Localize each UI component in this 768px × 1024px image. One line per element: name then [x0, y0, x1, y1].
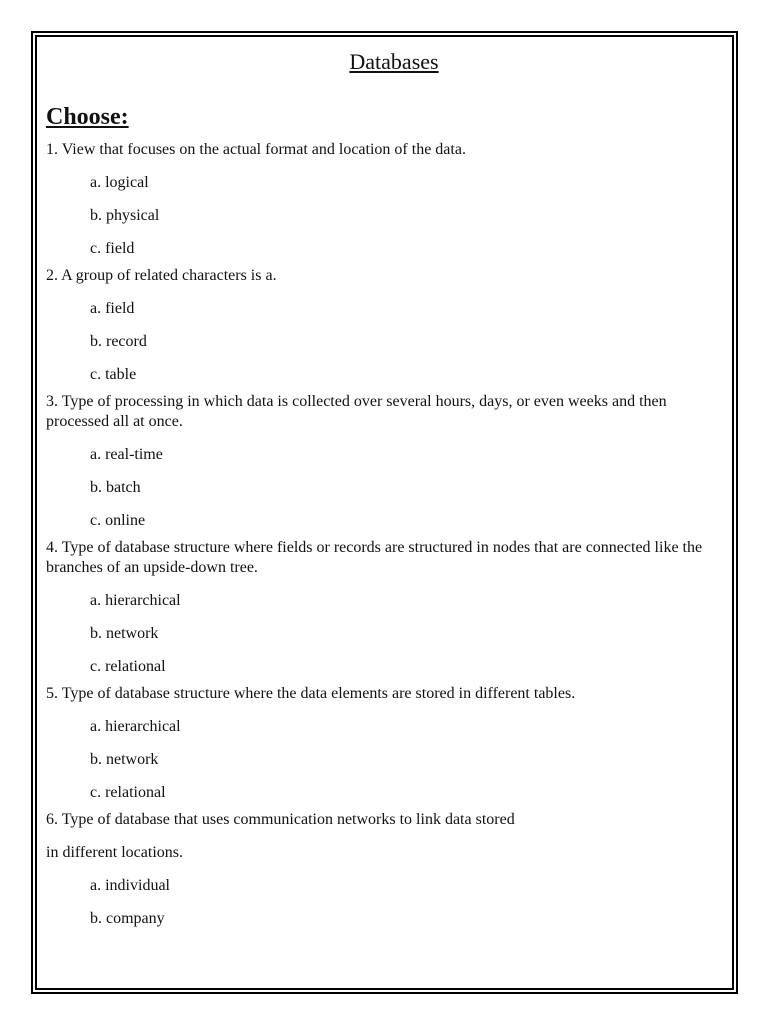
question-4-option-a: a. hierarchical [90, 592, 181, 609]
question-4: 4. Type of database structure where fields or records are structured in nodes that are connected like the branches of an upside-down tree. [46, 539, 703, 576]
question-1-option-b: b. physical [90, 207, 160, 224]
question-6-option-b: b. company [90, 910, 165, 927]
question-6-continuation: in different locations. [46, 844, 183, 861]
question-4-option-b: b. network [90, 625, 159, 642]
question-5-option-b: b. network [90, 751, 159, 768]
question-3-option-b: b. batch [90, 479, 141, 496]
question-2: 2. A group of related characters is a. [46, 267, 277, 284]
question-6-option-a: a. individual [90, 877, 170, 894]
question-3: 3. Type of processing in which data is collected over several hours, days, or even weeks and then processed all at once. [46, 393, 667, 430]
question-2-option-a: a. field [90, 300, 135, 317]
question-2-option-b: b. record [90, 333, 147, 350]
page-title: Databases [349, 49, 439, 74]
question-5-option-c: c. relational [90, 784, 166, 801]
question-1-option-a: a. logical [90, 174, 149, 191]
question-5: 5. Type of database structure where the data elements are stored in different tables. [46, 685, 576, 702]
question-6: 6. Type of database that uses communication networks to link data stored [46, 811, 515, 828]
section-heading: Choose: [46, 104, 129, 130]
question-3-option-c: c. online [90, 512, 146, 529]
question-4-option-c: c. relational [90, 658, 166, 675]
question-5-option-a: a. hierarchical [90, 718, 181, 735]
question-1-option-c: c. field [90, 240, 135, 257]
worksheet-content [46, 48, 722, 929]
question-3-option-a: a. real-time [90, 446, 163, 463]
question-1: 1. View that focuses on the actual format and location of the data. [46, 141, 466, 158]
question-2-option-c: c. table [90, 366, 137, 383]
